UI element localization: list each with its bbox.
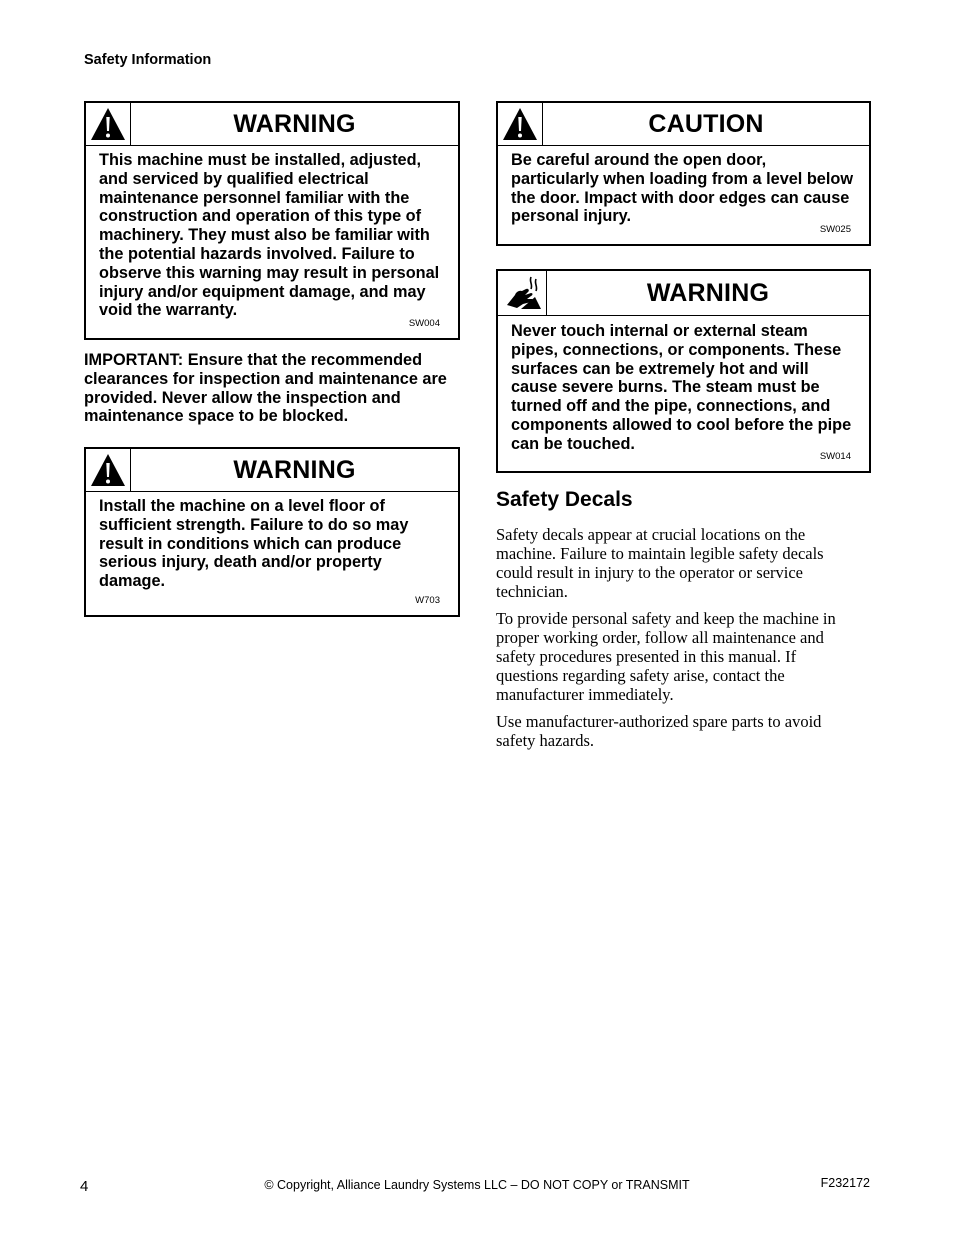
warning-box-header (86, 449, 458, 492)
warning-triangle-icon (86, 449, 131, 491)
warning-code: SW004 (408, 318, 440, 329)
paragraph: Use manufacturer-authorized spare parts to avoid safety hazards. (496, 712, 822, 750)
hot-surface-hand-icon (498, 271, 547, 315)
warning-triangle-icon (86, 103, 131, 145)
section-heading-safety-decals: Safety Decals (496, 488, 633, 511)
caution-box-header (498, 103, 869, 146)
document-code: F232172 (820, 1176, 870, 1190)
warning-code: SW014 (819, 451, 851, 462)
warning-code: W703 (415, 595, 440, 606)
caution-title: CAUTION (648, 109, 764, 138)
warning-box-header (86, 103, 458, 146)
caution-text: Be careful around the open door, particularly when loading from a level below the door. Impact with door edges can cause personal injury. (511, 151, 853, 226)
warning-box-header (498, 271, 869, 316)
paragraph: Safety decals appear at crucial locations on the machine. Failure to maintain legible safety decals could result in injury to the operator or service technician. (496, 525, 824, 601)
warning-text: This machine must be installed, adjusted, and serviced by qualified electrical maintenance personnel familiar with the construction and operation of this type of machinery. They must also be familiar with the potential hazards involved. Failure to observe this warning may result in personal injury and/or equipment damage, and may void the warranty. (99, 151, 440, 320)
warning-box-level-floor (84, 447, 460, 617)
warning-text: Install the machine on a level floor of sufficient strength. Failure to do so may result in conditions which can produce serious injury, death and/or property damage. (99, 497, 409, 591)
warning-title: WARNING (646, 278, 770, 307)
warning-title: WARNING (233, 455, 356, 484)
warning-box-steam (496, 269, 871, 473)
footer-copyright: © Copyright, Alliance Laundry Systems LLC – DO NOT COPY or TRANSMIT (264, 1178, 690, 1192)
warning-box-installation (84, 101, 460, 340)
warning-title: WARNING (233, 109, 356, 138)
warning-text: Never touch internal or external steam pipes, connections, or components. These surfaces can be extremely hot and will cause severe burns. The steam must be turned off and the pipe, connections, and components allowed to cool before the pipe can be touched. (511, 322, 852, 453)
page-number: 4 (80, 1178, 89, 1195)
page-header-title: Safety Information (84, 52, 212, 68)
caution-code: SW025 (819, 224, 851, 235)
paragraph: To provide personal safety and keep the machine in proper working order, follow all maintenance and safety procedures presented in this manual. If questions regarding safety arise, contact the manufacturer immediately. (496, 609, 836, 704)
warning-triangle-icon (498, 103, 543, 145)
caution-box-door (496, 101, 871, 246)
important-note: IMPORTANT: Ensure that the recommended clearances for inspection and maintenance are provided. Never allow the inspection and maintenance space to be blocked. (84, 351, 447, 426)
